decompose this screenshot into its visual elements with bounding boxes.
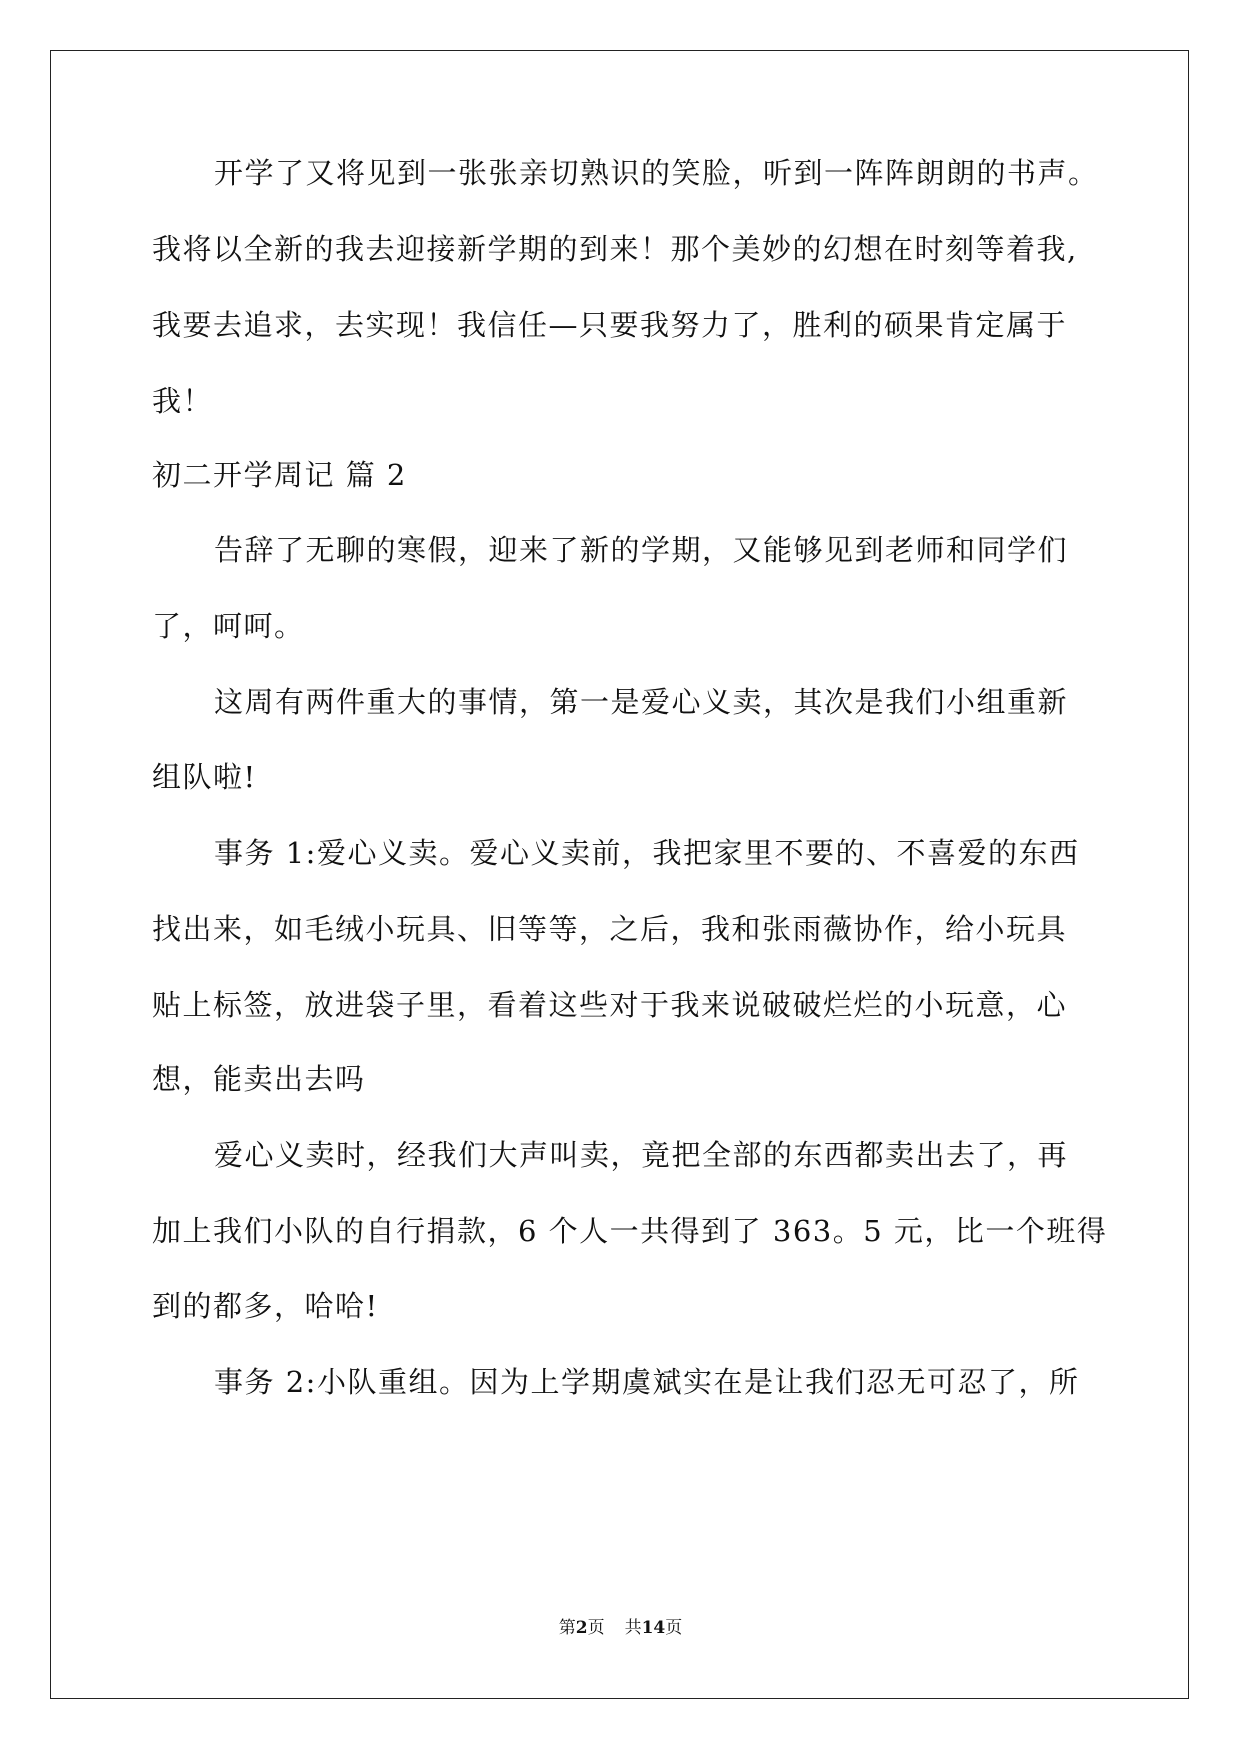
paragraph-line: 我！ [152, 384, 214, 418]
paragraph-line: 加上我们小队的自行捐款，6 个人一共得到了 363。5 元，比一个班得 [152, 1214, 1108, 1248]
page-border [50, 50, 1189, 1699]
section-heading: 初二开学周记 篇 2 [152, 458, 407, 492]
paragraph-line: 开学了又将见到一张张亲切熟识的笑脸，听到一阵阵朗朗的书声。 [214, 156, 1099, 190]
paragraph-line: 事务 2:小队重组。因为上学期虞斌实在是让我们忍无可忍了，所 [214, 1365, 1080, 1399]
page-footer [0, 1616, 1241, 1640]
paragraph-line: 了，呵呵。 [152, 609, 305, 643]
paragraph-line: 想，能卖出去吗 [152, 1062, 366, 1096]
footer-page-current: 2 [575, 1618, 588, 1638]
footer-total-suffix: 页 [665, 1618, 683, 1638]
paragraph-line: 这周有两件重大的事情，第一是爱心义卖，其次是我们小组重新 [214, 685, 1069, 719]
footer-total-prefix: 共 [624, 1618, 642, 1638]
paragraph-line: 组队啦! [152, 760, 257, 794]
paragraph-line: 我将以全新的我去迎接新学期的到来！那个美妙的幻想在时刻等着我, [152, 232, 1078, 266]
footer-page-total: 14 [641, 1618, 666, 1638]
footer-page-suffix: 页 [587, 1618, 605, 1638]
paragraph-line: 我要去追求，去实现！我信任—只要我努力了，胜利的硕果肯定属于 [152, 308, 1068, 342]
paragraph-line: 找出来，如毛绒小玩具、旧等等，之后，我和张雨薇协作，给小玩具 [152, 912, 1068, 946]
paragraph-line: 告辞了无聊的寒假，迎来了新的学期，又能够见到老师和同学们 [214, 533, 1069, 567]
paragraph-line: 爱心义卖时，经我们大声叫卖，竟把全部的东西都卖出去了，再 [214, 1138, 1069, 1172]
paragraph-line: 事务 1:爱心义卖。爱心义卖前，我把家里不要的、不喜爱的东西 [214, 836, 1080, 870]
paragraph-line: 到的都多，哈哈! [152, 1289, 379, 1323]
footer-page-prefix: 第 [558, 1618, 576, 1638]
paragraph-line: 贴上标签，放进袋子里，看着这些对于我来说破破烂烂的小玩意，心 [152, 988, 1068, 1022]
